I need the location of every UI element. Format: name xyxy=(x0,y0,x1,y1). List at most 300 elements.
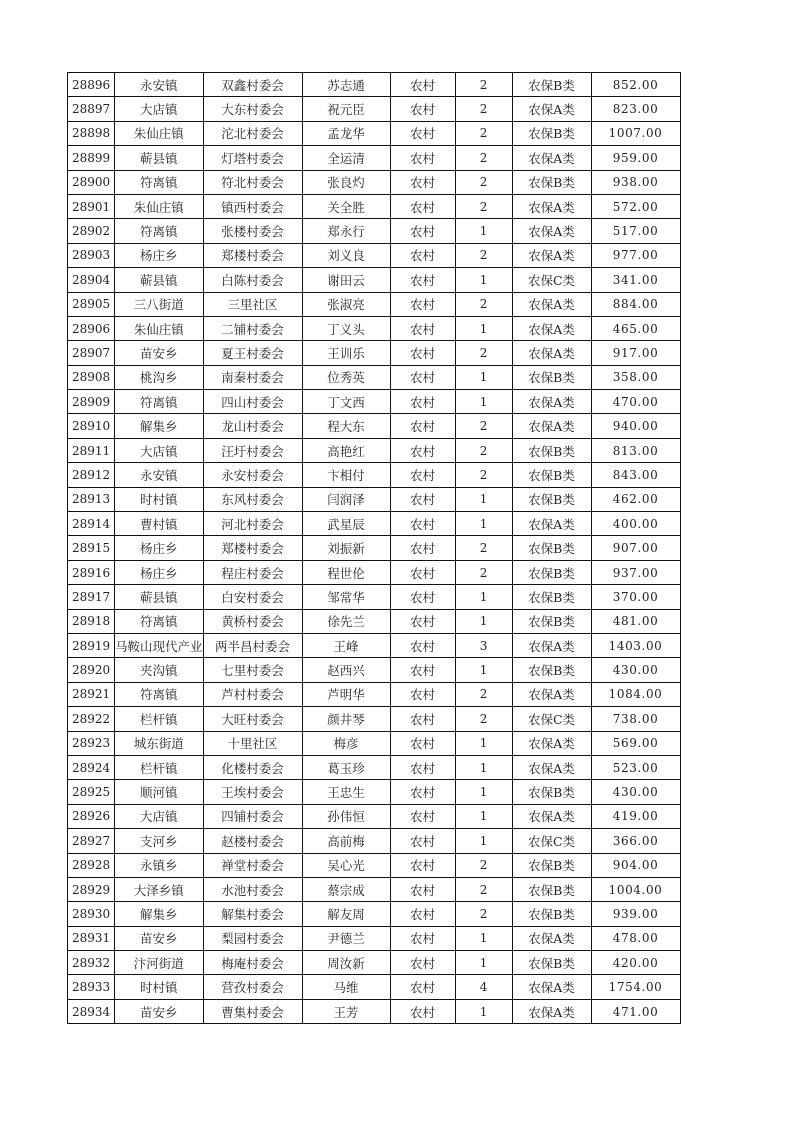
town-cell: 符离镇 xyxy=(115,609,204,633)
town-cell: 符离镇 xyxy=(115,390,204,414)
insurance-category-cell: 农保A类 xyxy=(512,682,591,706)
village-cell: 化楼村委会 xyxy=(203,755,302,779)
person-name-cell: 位秀英 xyxy=(302,365,390,389)
household-count-cell: 2 xyxy=(455,243,512,267)
table-row xyxy=(68,633,681,657)
table-row xyxy=(68,97,681,121)
town-cell: 城东街道 xyxy=(115,731,204,755)
village-cell: 河北村委会 xyxy=(203,512,302,536)
record-id-cell: 28920 xyxy=(68,658,115,682)
table-row xyxy=(68,316,681,340)
household-count-cell: 3 xyxy=(455,633,512,657)
table-row xyxy=(68,341,681,365)
insurance-category-cell: 农保B类 xyxy=(512,853,591,877)
record-id-cell: 28897 xyxy=(68,97,115,121)
table-row xyxy=(68,829,681,853)
town-cell: 符离镇 xyxy=(115,219,204,243)
person-name-cell: 孟龙华 xyxy=(302,121,390,145)
insurance-category-cell: 农保A类 xyxy=(512,97,591,121)
record-id-cell: 28899 xyxy=(68,146,115,170)
table-row xyxy=(68,585,681,609)
area-type-cell: 农村 xyxy=(390,902,455,926)
town-cell: 杨庄乡 xyxy=(115,536,204,560)
insurance-category-cell: 农保A类 xyxy=(512,243,591,267)
town-cell: 朱仙庄镇 xyxy=(115,121,204,145)
area-type-cell: 农村 xyxy=(390,926,455,950)
table-row xyxy=(68,170,681,194)
village-cell: 白陈村委会 xyxy=(203,268,302,292)
record-id-cell: 28909 xyxy=(68,390,115,414)
village-cell: 七里村委会 xyxy=(203,658,302,682)
table-row xyxy=(68,926,681,950)
area-type-cell: 农村 xyxy=(390,365,455,389)
insurance-category-cell: 农保A类 xyxy=(512,146,591,170)
amount-cell: 430.00 xyxy=(591,658,680,682)
insurance-category-cell: 农保A类 xyxy=(512,975,591,999)
person-name-cell: 丁文西 xyxy=(302,390,390,414)
person-name-cell: 吴心光 xyxy=(302,853,390,877)
insurance-category-cell: 农保A类 xyxy=(512,999,591,1023)
record-id-cell: 28914 xyxy=(68,512,115,536)
household-count-cell: 1 xyxy=(455,268,512,292)
insurance-category-cell: 农保A类 xyxy=(512,414,591,438)
person-name-cell: 王训乐 xyxy=(302,341,390,365)
household-count-cell: 1 xyxy=(455,780,512,804)
amount-cell: 523.00 xyxy=(591,755,680,779)
record-id-cell: 28911 xyxy=(68,438,115,462)
amount-cell: 430.00 xyxy=(591,780,680,804)
village-cell: 芦村村委会 xyxy=(203,682,302,706)
insurance-category-cell: 农保B类 xyxy=(512,121,591,145)
insurance-category-cell: 农保A类 xyxy=(512,219,591,243)
amount-cell: 823.00 xyxy=(591,97,680,121)
area-type-cell: 农村 xyxy=(390,243,455,267)
area-type-cell: 农村 xyxy=(390,853,455,877)
town-cell: 朱仙庄镇 xyxy=(115,194,204,218)
town-cell: 符离镇 xyxy=(115,682,204,706)
insurance-category-cell: 农保C类 xyxy=(512,829,591,853)
record-id-cell: 28928 xyxy=(68,853,115,877)
area-type-cell: 农村 xyxy=(390,170,455,194)
area-type-cell: 农村 xyxy=(390,487,455,511)
amount-cell: 341.00 xyxy=(591,268,680,292)
insurance-category-cell: 农保A类 xyxy=(512,390,591,414)
table-row xyxy=(68,487,681,511)
person-name-cell: 程大东 xyxy=(302,414,390,438)
area-type-cell: 农村 xyxy=(390,194,455,218)
insurance-category-cell: 农保B类 xyxy=(512,73,591,97)
person-name-cell: 王峰 xyxy=(302,633,390,657)
record-id-cell: 28934 xyxy=(68,999,115,1023)
amount-cell: 462.00 xyxy=(591,487,680,511)
area-type-cell: 农村 xyxy=(390,633,455,657)
table-row xyxy=(68,512,681,536)
area-type-cell: 农村 xyxy=(390,829,455,853)
amount-cell: 1084.00 xyxy=(591,682,680,706)
village-cell: 镇西村委会 xyxy=(203,194,302,218)
person-name-cell: 关全胜 xyxy=(302,194,390,218)
person-name-cell: 苏志通 xyxy=(302,73,390,97)
household-count-cell: 1 xyxy=(455,926,512,950)
area-type-cell: 农村 xyxy=(390,804,455,828)
town-cell: 杨庄乡 xyxy=(115,243,204,267)
town-cell: 桃沟乡 xyxy=(115,365,204,389)
area-type-cell: 农村 xyxy=(390,731,455,755)
town-cell: 蕲县镇 xyxy=(115,585,204,609)
person-name-cell: 赵西兴 xyxy=(302,658,390,682)
area-type-cell: 农村 xyxy=(390,268,455,292)
area-type-cell: 农村 xyxy=(390,609,455,633)
village-cell: 四铺村委会 xyxy=(203,804,302,828)
person-name-cell: 全运清 xyxy=(302,146,390,170)
record-id-cell: 28924 xyxy=(68,755,115,779)
table-row xyxy=(68,975,681,999)
table-row xyxy=(68,243,681,267)
town-cell: 蕲县镇 xyxy=(115,146,204,170)
town-cell: 苗安乡 xyxy=(115,926,204,950)
town-cell: 时村镇 xyxy=(115,975,204,999)
village-cell: 营孜村委会 xyxy=(203,975,302,999)
area-type-cell: 农村 xyxy=(390,97,455,121)
area-type-cell: 农村 xyxy=(390,146,455,170)
person-name-cell: 丁义头 xyxy=(302,316,390,340)
table-row xyxy=(68,755,681,779)
table-row xyxy=(68,609,681,633)
person-name-cell: 周汝新 xyxy=(302,951,390,975)
amount-cell: 884.00 xyxy=(591,292,680,316)
insurance-category-cell: 农保B类 xyxy=(512,780,591,804)
insurance-category-cell: 农保C类 xyxy=(512,268,591,292)
village-cell: 四山村委会 xyxy=(203,390,302,414)
town-cell: 解集乡 xyxy=(115,414,204,438)
amount-cell: 358.00 xyxy=(591,365,680,389)
area-type-cell: 农村 xyxy=(390,438,455,462)
town-cell: 马鞍山现代产业 xyxy=(115,633,204,657)
village-cell: 三里社区 xyxy=(203,292,302,316)
table-row xyxy=(68,536,681,560)
person-name-cell: 谢田云 xyxy=(302,268,390,292)
household-count-cell: 2 xyxy=(455,682,512,706)
area-type-cell: 农村 xyxy=(390,73,455,97)
amount-cell: 938.00 xyxy=(591,170,680,194)
town-cell: 支河乡 xyxy=(115,829,204,853)
table-row xyxy=(68,121,681,145)
table-row xyxy=(68,877,681,901)
person-name-cell: 高前梅 xyxy=(302,829,390,853)
record-id-cell: 28900 xyxy=(68,170,115,194)
table-row xyxy=(68,804,681,828)
town-cell: 朱仙庄镇 xyxy=(115,316,204,340)
amount-cell: 1007.00 xyxy=(591,121,680,145)
area-type-cell: 农村 xyxy=(390,658,455,682)
insurance-category-cell: 农保A类 xyxy=(512,755,591,779)
household-count-cell: 4 xyxy=(455,975,512,999)
area-type-cell: 农村 xyxy=(390,682,455,706)
table-row xyxy=(68,682,681,706)
area-type-cell: 农村 xyxy=(390,975,455,999)
amount-cell: 481.00 xyxy=(591,609,680,633)
table-row xyxy=(68,780,681,804)
insurance-category-cell: 农保A类 xyxy=(512,926,591,950)
insurance-category-cell: 农保B类 xyxy=(512,365,591,389)
record-id-cell: 28925 xyxy=(68,780,115,804)
village-cell: 龙山村委会 xyxy=(203,414,302,438)
insurance-category-cell: 农保B类 xyxy=(512,487,591,511)
person-name-cell: 芦明华 xyxy=(302,682,390,706)
record-id-cell: 28921 xyxy=(68,682,115,706)
amount-cell: 517.00 xyxy=(591,219,680,243)
table-row xyxy=(68,219,681,243)
table-row xyxy=(68,414,681,438)
insurance-category-cell: 农保B类 xyxy=(512,438,591,462)
amount-cell: 572.00 xyxy=(591,194,680,218)
household-count-cell: 1 xyxy=(455,731,512,755)
record-id-cell: 28905 xyxy=(68,292,115,316)
record-id-cell: 28896 xyxy=(68,73,115,97)
village-cell: 黄桥村委会 xyxy=(203,609,302,633)
town-cell: 大店镇 xyxy=(115,804,204,828)
record-id-cell: 28931 xyxy=(68,926,115,950)
household-count-cell: 2 xyxy=(455,877,512,901)
amount-cell: 471.00 xyxy=(591,999,680,1023)
amount-cell: 370.00 xyxy=(591,585,680,609)
household-count-cell: 1 xyxy=(455,658,512,682)
household-count-cell: 2 xyxy=(455,292,512,316)
town-cell: 苗安乡 xyxy=(115,341,204,365)
person-name-cell: 梅彦 xyxy=(302,731,390,755)
area-type-cell: 农村 xyxy=(390,999,455,1023)
insurance-category-cell: 农保B类 xyxy=(512,951,591,975)
table-row xyxy=(68,463,681,487)
area-type-cell: 农村 xyxy=(390,341,455,365)
household-count-cell: 2 xyxy=(455,536,512,560)
household-count-cell: 2 xyxy=(455,853,512,877)
village-cell: 程庄村委会 xyxy=(203,560,302,584)
amount-cell: 478.00 xyxy=(591,926,680,950)
table-row xyxy=(68,146,681,170)
amount-cell: 738.00 xyxy=(591,707,680,731)
town-cell: 曹村镇 xyxy=(115,512,204,536)
person-name-cell: 尹德兰 xyxy=(302,926,390,950)
insurance-category-cell: 农保A类 xyxy=(512,292,591,316)
amount-cell: 937.00 xyxy=(591,560,680,584)
household-count-cell: 1 xyxy=(455,755,512,779)
area-type-cell: 农村 xyxy=(390,707,455,731)
village-cell: 曹集村委会 xyxy=(203,999,302,1023)
town-cell: 顺河镇 xyxy=(115,780,204,804)
insurance-category-cell: 农保A类 xyxy=(512,731,591,755)
household-count-cell: 1 xyxy=(455,219,512,243)
record-id-cell: 28910 xyxy=(68,414,115,438)
village-cell: 梨园村委会 xyxy=(203,926,302,950)
table-row xyxy=(68,560,681,584)
table-row xyxy=(68,194,681,218)
household-count-cell: 2 xyxy=(455,707,512,731)
area-type-cell: 农村 xyxy=(390,536,455,560)
amount-cell: 939.00 xyxy=(591,902,680,926)
record-id-cell: 28916 xyxy=(68,560,115,584)
village-cell: 赵楼村委会 xyxy=(203,829,302,853)
record-id-cell: 28903 xyxy=(68,243,115,267)
table-row xyxy=(68,390,681,414)
area-type-cell: 农村 xyxy=(390,780,455,804)
household-count-cell: 2 xyxy=(455,170,512,194)
table-row xyxy=(68,951,681,975)
town-cell: 大店镇 xyxy=(115,97,204,121)
amount-cell: 420.00 xyxy=(591,951,680,975)
table-row xyxy=(68,707,681,731)
village-cell: 水池村委会 xyxy=(203,877,302,901)
area-type-cell: 农村 xyxy=(390,414,455,438)
area-type-cell: 农村 xyxy=(390,463,455,487)
record-id-cell: 28923 xyxy=(68,731,115,755)
record-id-cell: 28901 xyxy=(68,194,115,218)
village-cell: 永安村委会 xyxy=(203,463,302,487)
table-row xyxy=(68,902,681,926)
amount-cell: 843.00 xyxy=(591,463,680,487)
town-cell: 栏杆镇 xyxy=(115,755,204,779)
village-cell: 张楼村委会 xyxy=(203,219,302,243)
person-name-cell: 祝元臣 xyxy=(302,97,390,121)
area-type-cell: 农村 xyxy=(390,877,455,901)
record-id-cell: 28930 xyxy=(68,902,115,926)
household-count-cell: 2 xyxy=(455,902,512,926)
record-id-cell: 28912 xyxy=(68,463,115,487)
person-name-cell: 颜井琴 xyxy=(302,707,390,731)
record-id-cell: 28933 xyxy=(68,975,115,999)
household-count-cell: 1 xyxy=(455,316,512,340)
amount-cell: 907.00 xyxy=(591,536,680,560)
table-row xyxy=(68,731,681,755)
household-count-cell: 2 xyxy=(455,194,512,218)
household-count-cell: 1 xyxy=(455,365,512,389)
village-cell: 灯塔村委会 xyxy=(203,146,302,170)
record-id-cell: 28919 xyxy=(68,633,115,657)
area-type-cell: 农村 xyxy=(390,585,455,609)
person-name-cell: 蔡宗成 xyxy=(302,877,390,901)
town-cell: 汴河街道 xyxy=(115,951,204,975)
area-type-cell: 农村 xyxy=(390,390,455,414)
area-type-cell: 农村 xyxy=(390,512,455,536)
town-cell: 夹沟镇 xyxy=(115,658,204,682)
amount-cell: 1403.00 xyxy=(591,633,680,657)
village-cell: 郑楼村委会 xyxy=(203,536,302,560)
town-cell: 符离镇 xyxy=(115,170,204,194)
insurance-category-cell: 农保B类 xyxy=(512,658,591,682)
amount-cell: 569.00 xyxy=(591,731,680,755)
person-name-cell: 马维 xyxy=(302,975,390,999)
person-name-cell: 张良灼 xyxy=(302,170,390,194)
village-cell: 梅庵村委会 xyxy=(203,951,302,975)
insurance-category-cell: 农保B类 xyxy=(512,877,591,901)
area-type-cell: 农村 xyxy=(390,560,455,584)
table-row xyxy=(68,999,681,1023)
household-count-cell: 1 xyxy=(455,951,512,975)
insurance-category-cell: 农保A类 xyxy=(512,341,591,365)
table-row xyxy=(68,658,681,682)
town-cell: 栏杆镇 xyxy=(115,707,204,731)
record-id-cell: 28904 xyxy=(68,268,115,292)
amount-cell: 1754.00 xyxy=(591,975,680,999)
record-id-cell: 28906 xyxy=(68,316,115,340)
village-cell: 白安村委会 xyxy=(203,585,302,609)
town-cell: 时村镇 xyxy=(115,487,204,511)
household-count-cell: 2 xyxy=(455,73,512,97)
amount-cell: 813.00 xyxy=(591,438,680,462)
insurance-category-cell: 农保C类 xyxy=(512,707,591,731)
record-id-cell: 28927 xyxy=(68,829,115,853)
area-type-cell: 农村 xyxy=(390,755,455,779)
record-id-cell: 28913 xyxy=(68,487,115,511)
village-cell: 十里社区 xyxy=(203,731,302,755)
person-name-cell: 刘振新 xyxy=(302,536,390,560)
amount-cell: 470.00 xyxy=(591,390,680,414)
area-type-cell: 农村 xyxy=(390,316,455,340)
household-count-cell: 1 xyxy=(455,999,512,1023)
area-type-cell: 农村 xyxy=(390,121,455,145)
record-id-cell: 28922 xyxy=(68,707,115,731)
amount-cell: 1004.00 xyxy=(591,877,680,901)
insurance-category-cell: 农保B类 xyxy=(512,463,591,487)
insurance-category-cell: 农保B类 xyxy=(512,170,591,194)
insurance-category-cell: 农保A类 xyxy=(512,194,591,218)
area-type-cell: 农村 xyxy=(390,292,455,316)
amount-cell: 400.00 xyxy=(591,512,680,536)
village-cell: 大东村委会 xyxy=(203,97,302,121)
table-body xyxy=(68,73,681,1024)
household-count-cell: 1 xyxy=(455,512,512,536)
town-cell: 永安镇 xyxy=(115,73,204,97)
person-name-cell: 武星辰 xyxy=(302,512,390,536)
person-name-cell: 高艳红 xyxy=(302,438,390,462)
amount-cell: 419.00 xyxy=(591,804,680,828)
records-table xyxy=(67,72,681,1024)
person-name-cell: 王芳 xyxy=(302,999,390,1023)
record-id-cell: 28917 xyxy=(68,585,115,609)
household-count-cell: 2 xyxy=(455,438,512,462)
town-cell: 大泽乡镇 xyxy=(115,877,204,901)
insurance-category-cell: 农保B类 xyxy=(512,536,591,560)
town-cell: 永安镇 xyxy=(115,463,204,487)
town-cell: 蕲县镇 xyxy=(115,268,204,292)
household-count-cell: 2 xyxy=(455,97,512,121)
record-id-cell: 28907 xyxy=(68,341,115,365)
record-id-cell: 28915 xyxy=(68,536,115,560)
household-count-cell: 1 xyxy=(455,829,512,853)
amount-cell: 959.00 xyxy=(591,146,680,170)
household-count-cell: 1 xyxy=(455,804,512,828)
household-count-cell: 1 xyxy=(455,609,512,633)
household-count-cell: 2 xyxy=(455,463,512,487)
table-row xyxy=(68,853,681,877)
household-count-cell: 1 xyxy=(455,390,512,414)
table-row xyxy=(68,438,681,462)
village-cell: 解集村委会 xyxy=(203,902,302,926)
person-name-cell: 孙伟恒 xyxy=(302,804,390,828)
village-cell: 东风村委会 xyxy=(203,487,302,511)
household-count-cell: 2 xyxy=(455,560,512,584)
person-name-cell: 卞相付 xyxy=(302,463,390,487)
household-count-cell: 2 xyxy=(455,341,512,365)
amount-cell: 904.00 xyxy=(591,853,680,877)
village-cell: 郑楼村委会 xyxy=(203,243,302,267)
village-cell: 王埃村委会 xyxy=(203,780,302,804)
person-name-cell: 王忠生 xyxy=(302,780,390,804)
insurance-category-cell: 农保A类 xyxy=(512,633,591,657)
record-id-cell: 28926 xyxy=(68,804,115,828)
record-id-cell: 28902 xyxy=(68,219,115,243)
village-cell: 二铺村委会 xyxy=(203,316,302,340)
